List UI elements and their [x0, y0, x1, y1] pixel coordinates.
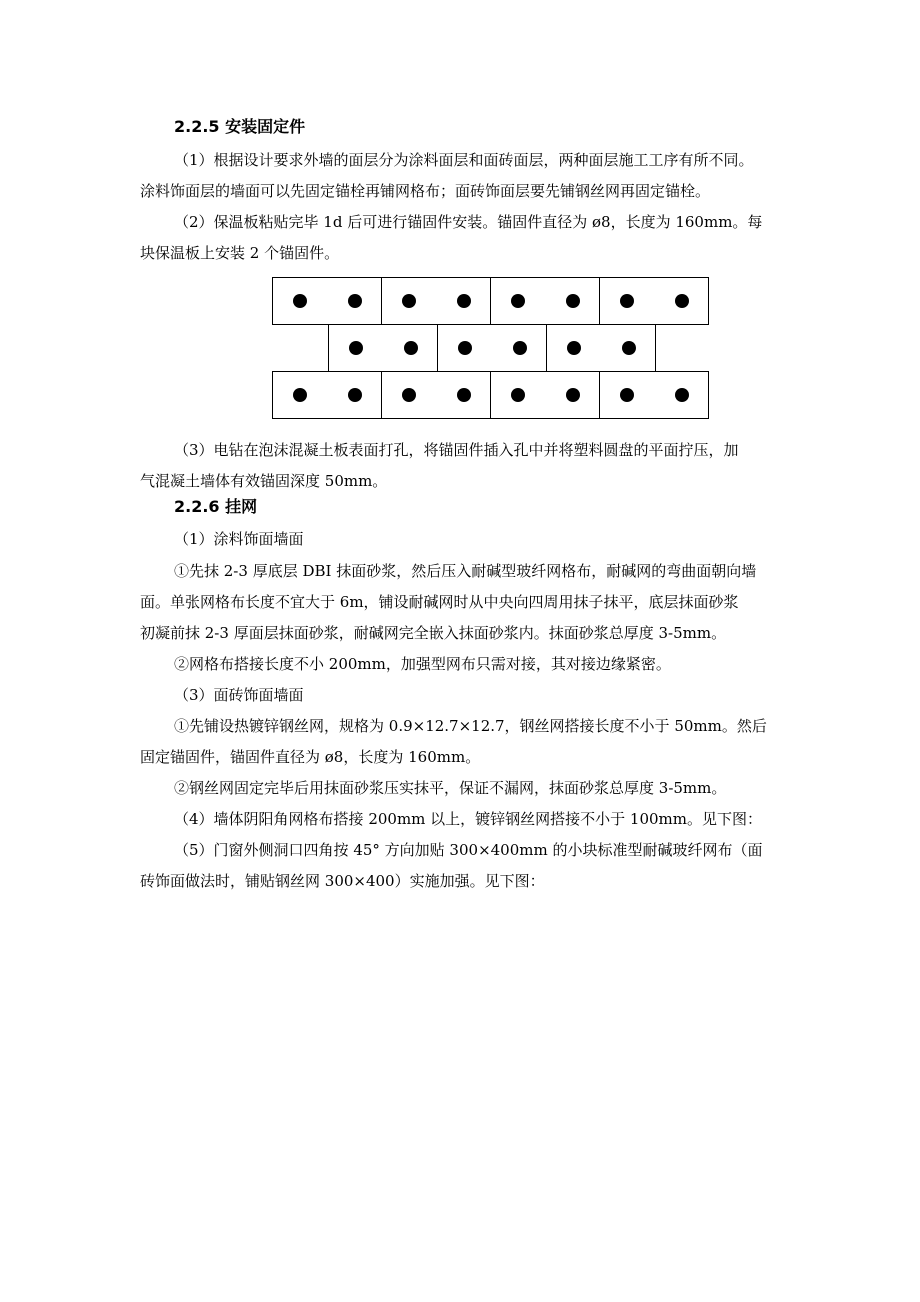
tile-item-1-line-1: ①先铺设热镀锌钢丝网，规格为 0.9×12.7×12.7，钢丝网搭接长度不小于 50mm。然后: [174, 717, 767, 735]
paragraph-2-line-1: （2）保温板粘贴完毕 1d 后可进行锚固件安装。锚固件直径为 ø8，长度为 160mm。每: [174, 213, 763, 231]
coating-item-1-line-1: ①先抹 2-3 厚底层 DBI 抹面砂浆，然后压入耐碱型玻纤网格布，耐碱网的弯曲面朝向墙: [174, 562, 757, 580]
coating-item-2-line-1: ②网格布搭接长度不小 200mm，加强型网布只需对接，其对接边缘紧密。: [174, 655, 671, 673]
subheading-tile-wall: （3）面砖饰面墙面: [174, 686, 304, 704]
insulation-board: [328, 324, 438, 372]
anchor-dot: [349, 341, 363, 355]
paragraph-1-line-1: （1）根据设计要求外墙的面层分为涂料面层和面砖面层，两种面层施工工序有所不同。: [174, 151, 754, 169]
coating-item-1-line-3: 初凝前抹 2-3 厚面层抹面砂浆，耐碱网完全嵌入抹面砂浆内。抹面砂浆总厚度 3-5mm。: [140, 624, 727, 642]
paragraph-5-line-1: （5）门窗外侧洞口四角按 45° 方向加贴 300×400mm 的小块标准型耐碱玻纤网布（面: [174, 841, 763, 859]
insulation-board: [490, 277, 600, 325]
paragraph-5-line-2: 砖饰面做法时，铺贴钢丝网 300×400）实施加强。见下图：: [140, 872, 545, 890]
anchor-dot: [348, 294, 362, 308]
insulation-board: [437, 324, 547, 372]
insulation-board: [381, 277, 491, 325]
tile-item-2-line-1: ②钢丝网固定完毕后用抹面砂浆压实抹平，保证不漏网，抹面砂浆总厚度 3-5mm。: [174, 779, 727, 797]
paragraph-3-line-1: （3）电钻在泡沫混凝土板表面打孔，将锚固件插入孔中并将塑料圆盘的平面拧压，加: [174, 441, 739, 459]
anchor-dot: [566, 294, 580, 308]
subheading-coating-wall: （1）涂料饰面墙面: [174, 530, 304, 548]
anchor-dot: [675, 388, 689, 402]
anchor-dot: [293, 294, 307, 308]
anchor-dot: [513, 341, 527, 355]
insulation-board: [272, 277, 382, 325]
anchor-dot: [566, 388, 580, 402]
anchor-dot: [457, 294, 471, 308]
anchor-layout-diagram: [272, 277, 712, 422]
anchor-dot: [402, 294, 416, 308]
insulation-board: [272, 371, 382, 419]
anchor-dot: [511, 294, 525, 308]
anchor-dot: [622, 341, 636, 355]
anchor-dot: [567, 341, 581, 355]
anchor-dot: [404, 341, 418, 355]
anchor-dot: [402, 388, 416, 402]
anchor-dot: [620, 294, 634, 308]
paragraph-4-line-1: （4）墙体阴阳角网格布搭接 200mm 以上，镀锌钢丝网搭接不小于 100mm。见下图：: [174, 810, 763, 828]
insulation-board: [546, 324, 656, 372]
insulation-board: [490, 371, 600, 419]
insulation-board: [599, 277, 709, 325]
anchor-dot: [511, 388, 525, 402]
paragraph-3-line-2: 气混凝土墙体有效锚固深度 50mm。: [140, 472, 388, 490]
section-heading-2-2-5: 2.2.5 安装固定件: [174, 117, 306, 136]
anchor-dot: [458, 341, 472, 355]
anchor-dot: [620, 388, 634, 402]
paragraph-2-line-2: 块保温板上安装 2 个锚固件。: [140, 244, 340, 262]
insulation-board: [381, 371, 491, 419]
insulation-board: [599, 371, 709, 419]
anchor-dot: [348, 388, 362, 402]
coating-item-1-line-2: 面。单张网格布长度不宜大于 6m，铺设耐碱网时从中央向四周用抹子抹平，底层抹面砂浆: [140, 593, 739, 611]
tile-item-1-line-2: 固定锚固件，锚固件直径为 ø8，长度为 160mm。: [140, 748, 481, 766]
anchor-dot: [675, 294, 689, 308]
section-heading-2-2-6: 2.2.6 挂网: [174, 497, 258, 516]
anchor-dot: [457, 388, 471, 402]
anchor-dot: [293, 388, 307, 402]
paragraph-1-line-2: 涂料饰面层的墙面可以先固定锚栓再铺网格布；面砖饰面层要先铺钢丝网再固定锚栓。: [140, 182, 711, 200]
